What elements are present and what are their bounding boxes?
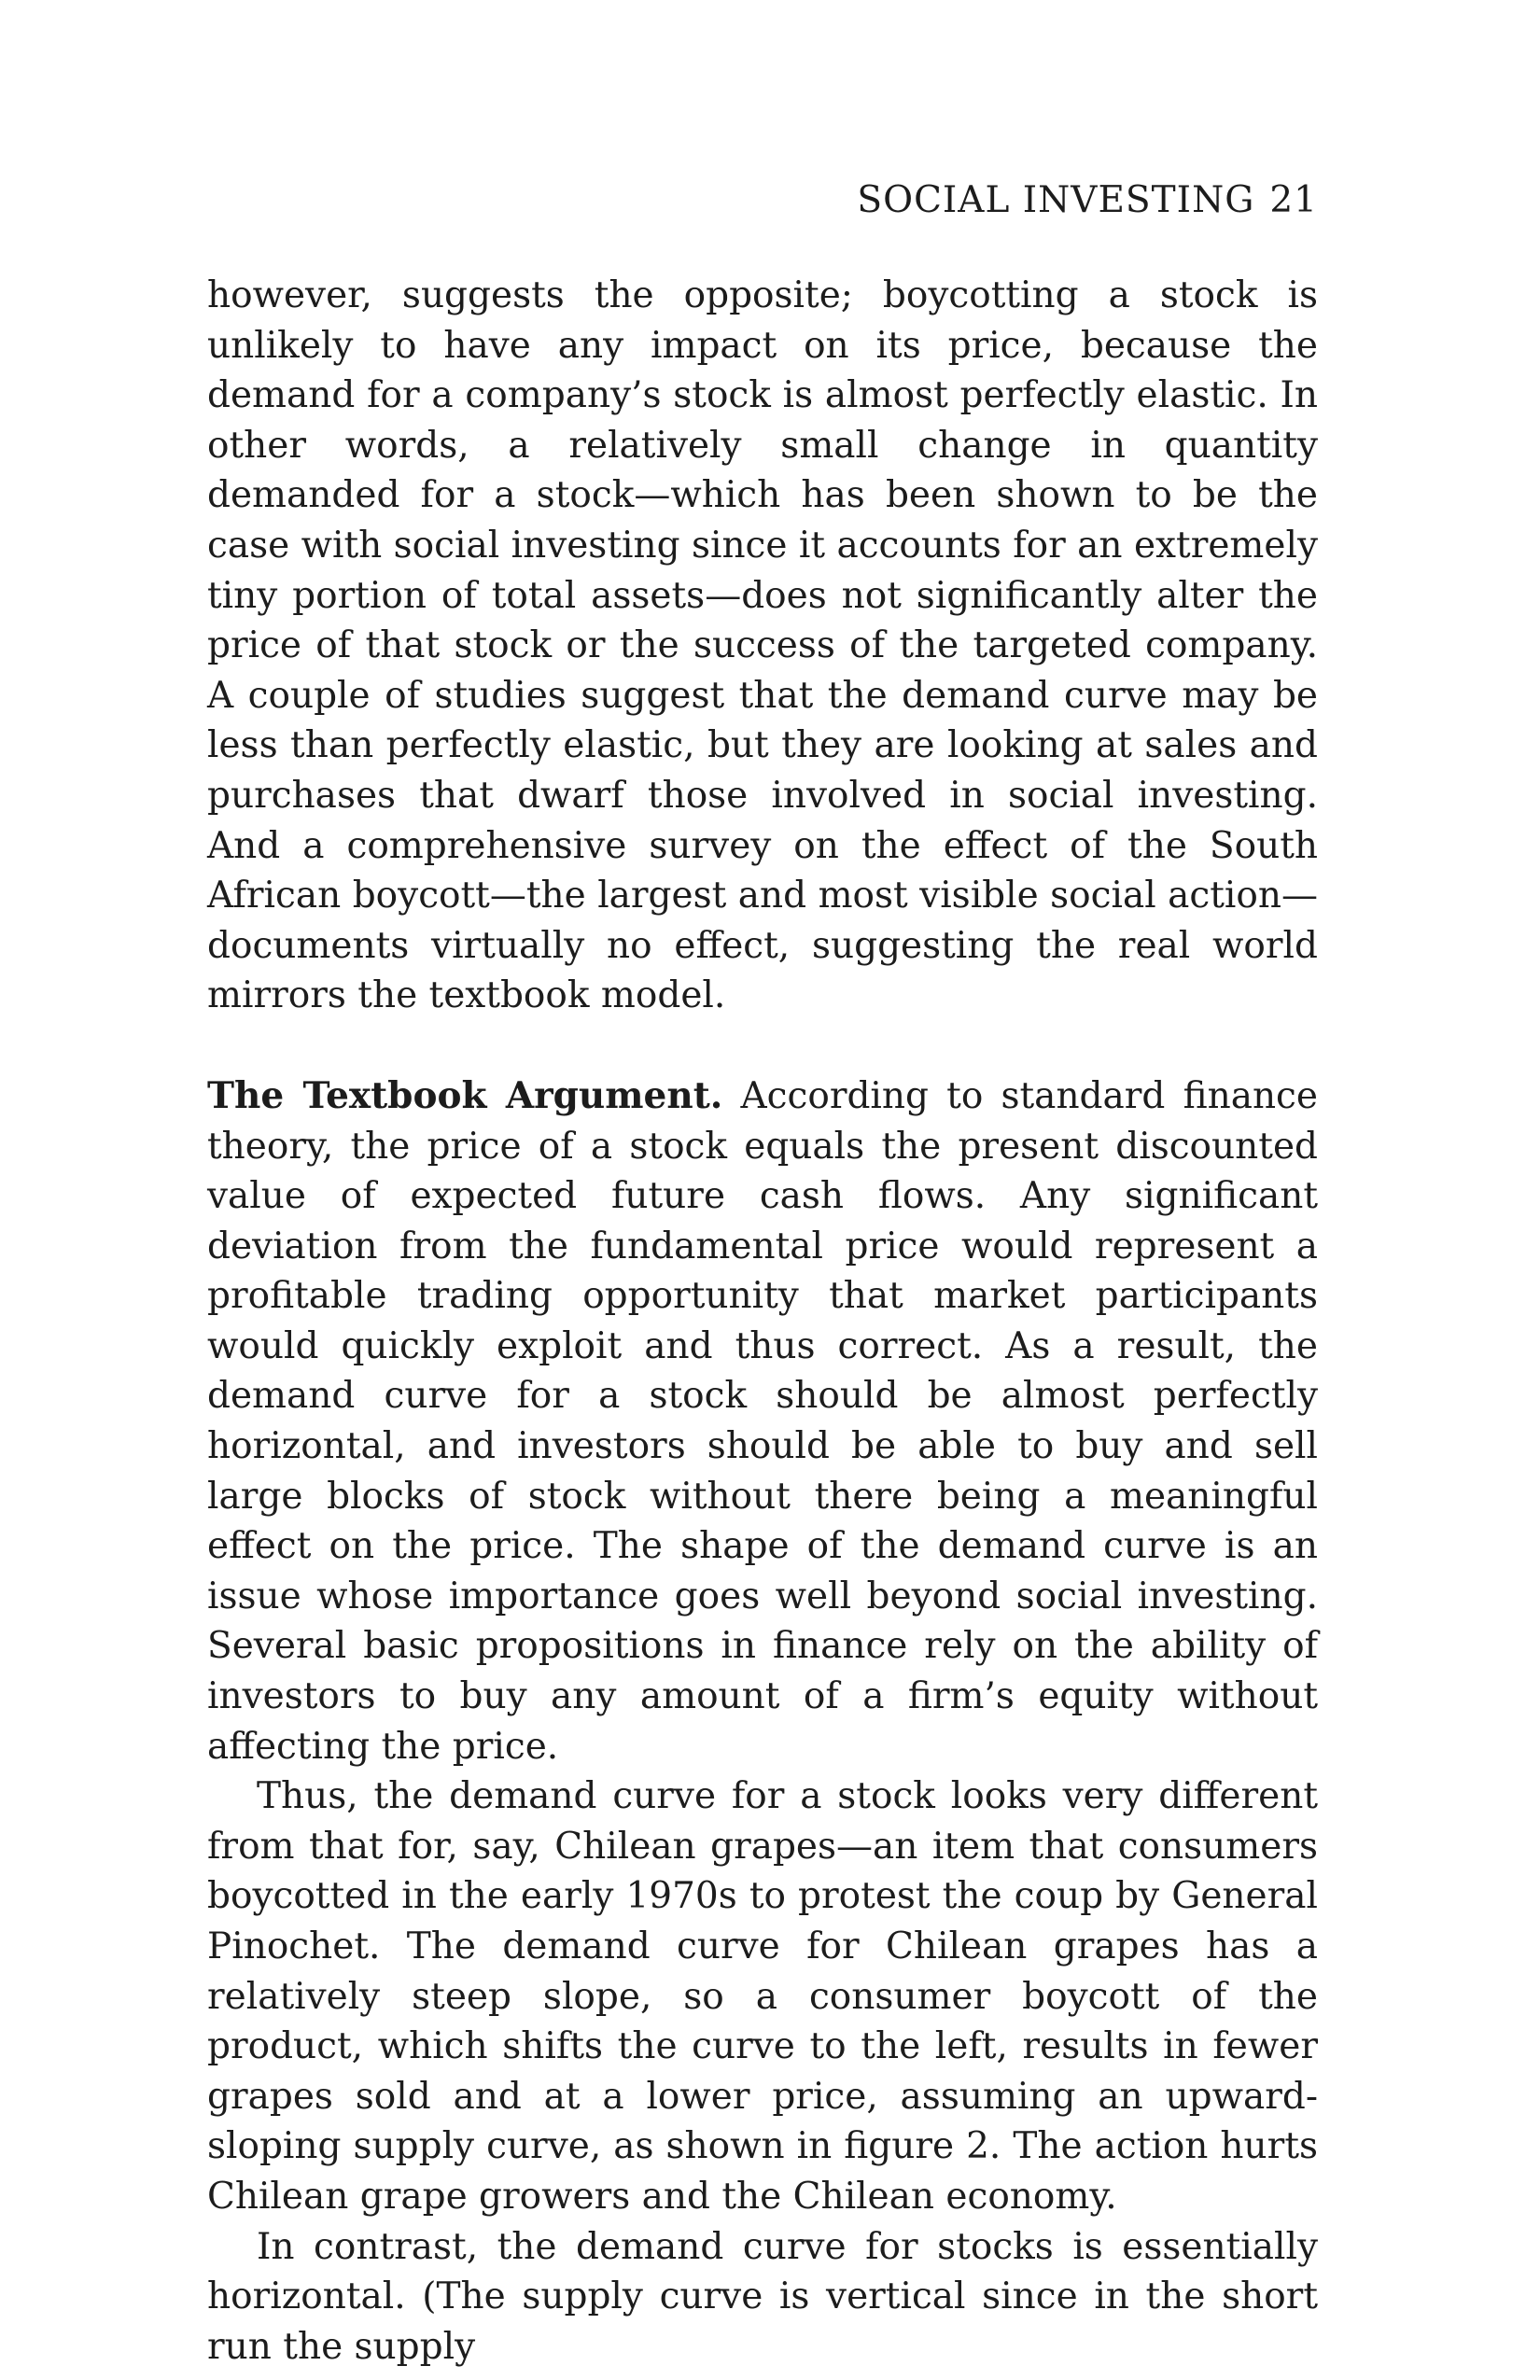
- running-head: [857, 179, 1318, 221]
- running-head-title: SOCIAL INVESTING: [857, 179, 1255, 221]
- paragraph-continuation: [207, 271, 1318, 1021]
- paragraph-text: however, suggests the opposite; boycotting a stock is unlikely to have any impact on its price, because the demand for a company’s stock is almost perfectly elastic. In other words, a relatively small change in quantity demanded for a stock—which has been shown to be the case with social investing since it accounts for an extremely tiny portion of total assets—does not significantly alter the price of that stock or the success of the targeted company. A couple of studies suggest that the demand curve may be less than perfectly elastic, but they are looking at sales and purchases that dwarf those involved in social investing. And a comprehensive survey on the effect of the South African boycott—the largest and most visible social action—documents virtually no effect, suggesting the real world mirrors the textbook model.: [207, 274, 1318, 1017]
- paragraph-text: In contrast, the demand curve for stocks is essentially horizontal. (The supply curve is vertical since in the short run the supply: [207, 2225, 1318, 2368]
- paragraph-textbook-argument: [207, 1071, 1318, 1771]
- section-run-in-heading: The Textbook Argument.: [207, 1073, 723, 1117]
- paragraph-text: According to standard finance theory, the price of a stock equals the present discounted value of expected future cash flows. Any significant deviation from the fundamental price would represent a profitable trading opportunity that market participants would quickly exploit and thus correct. As a result, the demand curve for a stock should be almost perfectly horizontal, and investors should be able to buy and sell large blocks of stock without there being a meaningful effect on the price. The shape of the demand curve is an issue whose importance goes well beyond social investing. Several basic propositions in finance rely on the ability of investors to buy any amount of a firm’s equity without affecting the price.: [207, 1074, 1318, 1768]
- paragraph-text: Thus, the demand curve for a stock looks very different from that for, say, Chilean grapes—an item that consumers boycotted in the early 1970s to protest the coup by General Pinochet. The demand curve for Chilean grapes has a relatively steep slope, so a consumer boycott of the product, which shifts the curve to the left, results in fewer grapes sold and at a lower price, assuming an upward-sloping supply curve, as shown in figure 2. The action hurts Chilean grape growers and the Chilean economy.: [207, 1775, 1318, 2218]
- paragraph-chilean-grapes: [207, 1771, 1318, 2221]
- paragraph-in-contrast: [207, 2222, 1318, 2373]
- page-number: 21: [1269, 179, 1318, 221]
- body-text: [207, 271, 1318, 2372]
